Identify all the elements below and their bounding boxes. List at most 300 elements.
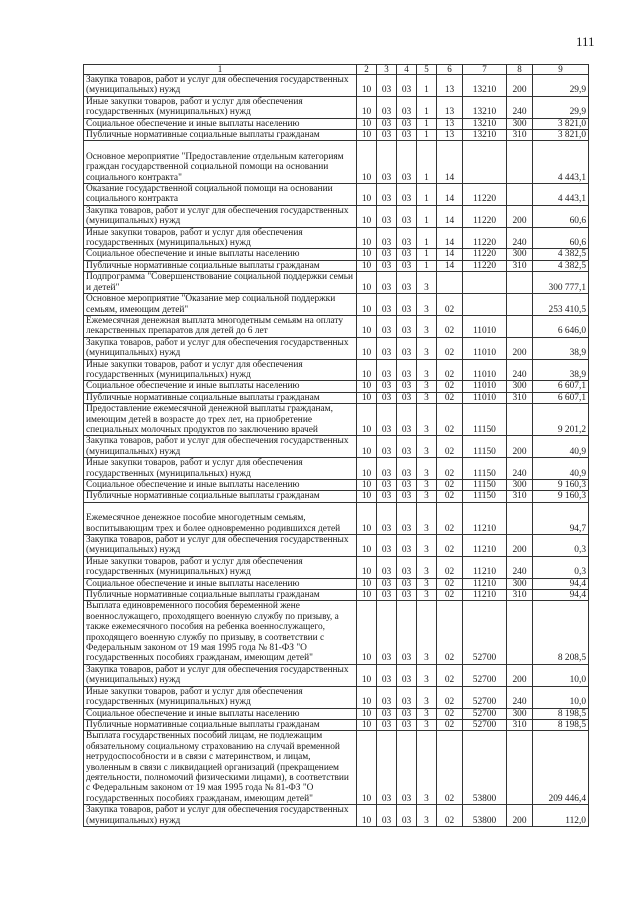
row-amount: 4 443,1: [533, 184, 589, 206]
table-row: [84, 664, 589, 686]
row-code-2: 10: [357, 260, 377, 271]
row-name: Закупка товаров, работ и услуг для обеспечения государственных (муниципальных) нужд: [84, 75, 357, 97]
table-row: [84, 805, 589, 827]
row-code-4: 03: [397, 260, 417, 271]
row-code-4: 03: [397, 491, 417, 502]
row-name: Иные закупки товаров, работ и услуг для обеспечения государственных (муниципальных) нужд: [84, 227, 357, 249]
row-code-3: 03: [377, 719, 397, 730]
row-code-2: 10: [357, 392, 377, 403]
row-code-3: 03: [377, 205, 397, 227]
row-code-8: 300: [507, 480, 533, 491]
row-code-5: 1: [417, 260, 437, 271]
row-name: Закупка товаров, работ и услуг для обеспечения государственных (муниципальных) нужд: [84, 337, 357, 359]
row-code-8: 300: [507, 381, 533, 392]
row-code-4: 03: [397, 686, 417, 708]
row-code-6: 02: [437, 359, 463, 381]
row-code-4: 03: [397, 480, 417, 491]
row-code-2: 10: [357, 359, 377, 381]
table-row: [84, 578, 589, 589]
row-code-7: 13210: [463, 118, 507, 129]
row-code-3: 03: [377, 502, 397, 534]
row-code-6: 02: [437, 480, 463, 491]
row-code-2: 10: [357, 502, 377, 534]
row-name: Социальное обеспечение и иные выплаты населению: [84, 118, 357, 129]
row-code-4: 03: [397, 708, 417, 719]
row-amount: 8 208,5: [533, 601, 589, 664]
row-code-4: 03: [397, 535, 417, 557]
row-code-3: 03: [377, 708, 397, 719]
table-row: [84, 184, 589, 206]
row-code-2: 10: [357, 337, 377, 359]
row-code-2: 10: [357, 249, 377, 260]
row-code-6: 02: [437, 664, 463, 686]
row-code-2: 10: [357, 731, 377, 805]
row-code-7: 13210: [463, 130, 507, 141]
row-name: Закупка товаров, работ и услуг для обеспечения государственных (муниципальных) нужд: [84, 205, 357, 227]
row-code-3: 03: [377, 75, 397, 97]
column-header: 9: [533, 65, 589, 75]
row-name: Выплата государственных пособий лицам, не подлежащим обязательному социальному страхованию на случай временной нетрудоспособности и в связи с материнством, и лицам, уволенным в связи с ликвидацией организаций (прекращением деятельности, полномочий физическими лицами), в соответствии с Федеральным законом от 19 мая 1995 года № 81-ФЗ "О государственных пособиях гражданам, имеющим детей": [84, 731, 357, 805]
row-name: Иные закупки товаров, работ и услуг для обеспечения государственных (муниципальных) нужд: [84, 359, 357, 381]
table-row: [84, 249, 589, 260]
table-row: [84, 601, 589, 664]
row-code-7: 13210: [463, 75, 507, 97]
table-row: [84, 260, 589, 271]
row-code-5: 1: [417, 75, 437, 97]
row-code-2: 10: [357, 480, 377, 491]
row-code-2: 10: [357, 205, 377, 227]
row-amount: 60,6: [533, 205, 589, 227]
row-amount: 0,3: [533, 535, 589, 557]
row-code-5: 3: [417, 491, 437, 502]
table-row: [84, 491, 589, 502]
row-code-6: 02: [437, 708, 463, 719]
row-code-8: 200: [507, 664, 533, 686]
row-code-2: 10: [357, 436, 377, 458]
row-code-4: 03: [397, 731, 417, 805]
row-code-2: 10: [357, 805, 377, 827]
row-code-4: 03: [397, 75, 417, 97]
row-name: Иные закупки товаров, работ и услуг для обеспечения государственных (муниципальных) нужд: [84, 556, 357, 578]
row-code-7: 11220: [463, 260, 507, 271]
row-code-7: 11210: [463, 502, 507, 534]
row-code-6: 02: [437, 315, 463, 337]
row-code-4: 03: [397, 184, 417, 206]
row-code-5: 3: [417, 272, 437, 294]
row-name: Ежемесячное денежное пособие многодетным семьям, воспитывающим трех и более одновременно родившихся детей: [84, 502, 357, 534]
table-body: [84, 75, 589, 827]
row-code-8: 200: [507, 75, 533, 97]
row-code-2: 10: [357, 535, 377, 557]
row-code-8: 300: [507, 118, 533, 129]
column-header: 6: [437, 65, 463, 75]
row-code-2: 10: [357, 719, 377, 730]
row-amount: 40,9: [533, 436, 589, 458]
row-code-6: 02: [437, 578, 463, 589]
row-code-8: [507, 404, 533, 436]
row-amount: 112,0: [533, 805, 589, 827]
table-row: [84, 590, 589, 601]
row-amount: 29,9: [533, 75, 589, 97]
row-code-4: 03: [397, 578, 417, 589]
row-code-7: 52700: [463, 686, 507, 708]
row-code-6: 02: [437, 590, 463, 601]
row-code-4: 03: [397, 590, 417, 601]
row-code-8: [507, 731, 533, 805]
row-code-8: 240: [507, 458, 533, 480]
row-code-5: 1: [417, 118, 437, 129]
table-row: [84, 686, 589, 708]
table-row: [84, 436, 589, 458]
row-code-7: 11150: [463, 458, 507, 480]
row-code-7: 11010: [463, 392, 507, 403]
row-code-5: 3: [417, 719, 437, 730]
row-amount: 9 160,3: [533, 480, 589, 491]
row-amount: 6 607,1: [533, 381, 589, 392]
row-code-7: 11150: [463, 491, 507, 502]
row-code-2: 10: [357, 75, 377, 97]
row-code-3: 03: [377, 260, 397, 271]
row-code-3: 03: [377, 315, 397, 337]
row-code-5: 1: [417, 249, 437, 260]
row-name: Иные закупки товаров, работ и услуг для обеспечения государственных (муниципальных) нужд: [84, 686, 357, 708]
row-code-8: 240: [507, 227, 533, 249]
row-name: Публичные нормативные социальные выплаты гражданам: [84, 719, 357, 730]
row-amount: 4 443,1: [533, 141, 589, 184]
row-code-4: 03: [397, 805, 417, 827]
row-name: Предоставление ежемесячной денежной выплаты гражданам, имеющим детей в возрасте до трех лет, на приобретение специальных молочных продуктов по заключению врачей: [84, 404, 357, 436]
row-code-6: 14: [437, 184, 463, 206]
row-amount: 0,3: [533, 556, 589, 578]
row-amount: 60,6: [533, 227, 589, 249]
row-amount: 9 201,2: [533, 404, 589, 436]
row-code-2: 10: [357, 404, 377, 436]
row-code-4: 03: [397, 664, 417, 686]
row-name: Социальное обеспечение и иные выплаты населению: [84, 708, 357, 719]
row-code-2: 10: [357, 184, 377, 206]
table-row: [84, 381, 589, 392]
row-amount: 4 382,5: [533, 260, 589, 271]
row-code-4: 03: [397, 392, 417, 403]
row-code-3: 03: [377, 535, 397, 557]
row-code-7: 11150: [463, 480, 507, 491]
column-header: 1: [84, 65, 357, 75]
row-code-6: 02: [437, 491, 463, 502]
row-code-8: 300: [507, 578, 533, 589]
row-amount: 8 198,5: [533, 719, 589, 730]
row-code-7: 52700: [463, 601, 507, 664]
row-code-7: [463, 272, 507, 294]
row-code-3: 03: [377, 731, 397, 805]
row-code-8: 240: [507, 556, 533, 578]
row-name: Публичные нормативные социальные выплаты гражданам: [84, 590, 357, 601]
row-code-4: 03: [397, 227, 417, 249]
row-amount: 94,7: [533, 502, 589, 534]
row-amount: 10,0: [533, 664, 589, 686]
row-code-4: 03: [397, 249, 417, 260]
row-amount: 6 646,0: [533, 315, 589, 337]
row-code-5: 3: [417, 337, 437, 359]
row-code-7: 52700: [463, 708, 507, 719]
row-code-8: 240: [507, 359, 533, 381]
row-code-5: 1: [417, 141, 437, 184]
row-code-7: 11010: [463, 315, 507, 337]
row-code-3: 03: [377, 184, 397, 206]
row-code-5: 1: [417, 205, 437, 227]
row-code-6: 02: [437, 404, 463, 436]
table-row: [84, 118, 589, 129]
table-row: [84, 480, 589, 491]
row-code-3: 03: [377, 130, 397, 141]
row-amount: 253 410,5: [533, 294, 589, 316]
row-code-5: 3: [417, 436, 437, 458]
table-row: [84, 75, 589, 97]
row-code-8: 310: [507, 590, 533, 601]
row-amount: 9 160,3: [533, 491, 589, 502]
row-code-3: 03: [377, 272, 397, 294]
row-code-7: 11220: [463, 227, 507, 249]
row-code-8: [507, 272, 533, 294]
row-code-2: 10: [357, 686, 377, 708]
row-code-4: 03: [397, 141, 417, 184]
row-code-4: 03: [397, 315, 417, 337]
row-code-2: 10: [357, 294, 377, 316]
row-code-4: 03: [397, 458, 417, 480]
row-code-5: 1: [417, 227, 437, 249]
row-name: Социальное обеспечение и иные выплаты населению: [84, 578, 357, 589]
table-row: [84, 272, 589, 294]
column-header: 7: [463, 65, 507, 75]
row-code-2: 10: [357, 556, 377, 578]
row-code-2: 10: [357, 708, 377, 719]
row-code-2: 10: [357, 590, 377, 601]
row-code-3: 03: [377, 404, 397, 436]
row-amount: 40,9: [533, 458, 589, 480]
row-code-2: 10: [357, 118, 377, 129]
row-code-6: 13: [437, 130, 463, 141]
row-name: Выплата единовременного пособия беременной жене военнослужащего, проходящего военную службу по призыву, а также ежемесячного пособия на ребенка военнослужащего, проходящего военную службу по призыву, в соответствии с Федеральным законом от 19 мая 1995 года № 81-ФЗ "О государственных пособиях гражданам, имеющим детей": [84, 601, 357, 664]
row-amount: 3 821,0: [533, 118, 589, 129]
row-code-5: 3: [417, 578, 437, 589]
row-code-8: [507, 601, 533, 664]
table-row: [84, 502, 589, 534]
row-code-2: 10: [357, 381, 377, 392]
page-number: 111: [576, 34, 595, 49]
row-code-2: 10: [357, 315, 377, 337]
row-code-4: 03: [397, 294, 417, 316]
row-code-3: 03: [377, 436, 397, 458]
row-code-6: 02: [437, 381, 463, 392]
table-row: [84, 141, 589, 184]
row-code-4: 03: [397, 502, 417, 534]
row-code-8: 200: [507, 205, 533, 227]
row-code-2: 10: [357, 578, 377, 589]
row-code-4: 03: [397, 118, 417, 129]
row-code-6: 02: [437, 601, 463, 664]
row-code-6: 14: [437, 249, 463, 260]
row-code-3: 03: [377, 686, 397, 708]
row-code-8: 200: [507, 535, 533, 557]
row-code-3: 03: [377, 664, 397, 686]
row-code-3: 03: [377, 480, 397, 491]
row-code-3: 03: [377, 556, 397, 578]
column-header: 4: [397, 65, 417, 75]
row-code-3: 03: [377, 141, 397, 184]
row-code-6: 13: [437, 96, 463, 118]
row-code-8: [507, 184, 533, 206]
row-code-4: 03: [397, 272, 417, 294]
row-amount: 4 382,5: [533, 249, 589, 260]
row-code-6: 14: [437, 260, 463, 271]
row-code-5: 3: [417, 480, 437, 491]
row-code-6: 02: [437, 436, 463, 458]
row-code-3: 03: [377, 227, 397, 249]
row-code-6: 02: [437, 805, 463, 827]
table-row: [84, 535, 589, 557]
row-code-8: 300: [507, 708, 533, 719]
row-code-4: 03: [397, 337, 417, 359]
row-code-2: 10: [357, 130, 377, 141]
row-code-4: 03: [397, 130, 417, 141]
row-code-5: 3: [417, 664, 437, 686]
row-code-5: 3: [417, 502, 437, 534]
row-code-7: 11150: [463, 436, 507, 458]
row-code-5: 3: [417, 590, 437, 601]
row-code-3: 03: [377, 601, 397, 664]
row-code-3: 03: [377, 392, 397, 403]
row-code-2: 10: [357, 96, 377, 118]
row-name: Социальное обеспечение и иные выплаты населению: [84, 249, 357, 260]
row-name: Публичные нормативные социальные выплаты гражданам: [84, 491, 357, 502]
row-code-8: 200: [507, 805, 533, 827]
row-code-5: 3: [417, 805, 437, 827]
row-amount: 94,4: [533, 590, 589, 601]
row-code-6: 13: [437, 75, 463, 97]
row-code-2: 10: [357, 141, 377, 184]
row-code-8: 200: [507, 337, 533, 359]
row-name: Публичные нормативные социальные выплаты гражданам: [84, 392, 357, 403]
row-code-6: 02: [437, 686, 463, 708]
row-code-7: 52700: [463, 664, 507, 686]
row-code-4: 03: [397, 436, 417, 458]
row-code-7: 11210: [463, 556, 507, 578]
row-code-3: 03: [377, 96, 397, 118]
row-code-6: 13: [437, 118, 463, 129]
row-name: Иные закупки товаров, работ и услуг для обеспечения государственных (муниципальных) нужд: [84, 458, 357, 480]
row-code-8: [507, 294, 533, 316]
row-code-7: 11010: [463, 359, 507, 381]
row-code-8: 310: [507, 719, 533, 730]
row-code-4: 03: [397, 359, 417, 381]
table-header-row: [84, 65, 589, 75]
row-code-7: [463, 294, 507, 316]
row-code-7: 11010: [463, 337, 507, 359]
row-amount: 8 198,5: [533, 708, 589, 719]
row-name: Иные закупки товаров, работ и услуг для обеспечения государственных (муниципальных) нужд: [84, 96, 357, 118]
row-code-5: 1: [417, 184, 437, 206]
row-code-4: 03: [397, 381, 417, 392]
row-code-8: 240: [507, 96, 533, 118]
row-code-4: 03: [397, 205, 417, 227]
row-code-2: 10: [357, 601, 377, 664]
budget-table: [83, 64, 589, 827]
row-code-7: 53800: [463, 805, 507, 827]
row-code-6: 02: [437, 535, 463, 557]
table-row: [84, 708, 589, 719]
row-code-5: 3: [417, 404, 437, 436]
row-code-5: 3: [417, 601, 437, 664]
row-code-6: 02: [437, 458, 463, 480]
row-code-3: 03: [377, 381, 397, 392]
table-row: [84, 227, 589, 249]
row-name: Социальное обеспечение и иные выплаты населению: [84, 480, 357, 491]
row-code-5: 3: [417, 708, 437, 719]
row-code-5: 3: [417, 458, 437, 480]
row-code-8: [507, 141, 533, 184]
row-name: Закупка товаров, работ и услуг для обеспечения государственных (муниципальных) нужд: [84, 664, 357, 686]
row-code-2: 10: [357, 227, 377, 249]
row-amount: 94,4: [533, 578, 589, 589]
row-code-8: 310: [507, 392, 533, 403]
table-row: [84, 205, 589, 227]
row-amount: 3 821,0: [533, 130, 589, 141]
row-code-5: 3: [417, 556, 437, 578]
row-code-4: 03: [397, 556, 417, 578]
row-code-7: 13210: [463, 96, 507, 118]
row-code-8: [507, 502, 533, 534]
row-code-2: 10: [357, 491, 377, 502]
row-name: Закупка товаров, работ и услуг для обеспечения государственных (муниципальных) нужд: [84, 436, 357, 458]
row-code-5: 1: [417, 130, 437, 141]
row-code-6: 14: [437, 205, 463, 227]
table-row: [84, 96, 589, 118]
row-code-3: 03: [377, 578, 397, 589]
row-code-7: 11220: [463, 205, 507, 227]
row-code-5: 3: [417, 381, 437, 392]
row-code-3: 03: [377, 337, 397, 359]
row-name: Основное мероприятие "Предоставление отдельным категориям граждан государственной социальной помощи на основании социального контракта": [84, 141, 357, 184]
row-name: Ежемесячная денежная выплата многодетным семьям на оплату лекарственных препаратов для детей до 6 лет: [84, 315, 357, 337]
row-code-5: 3: [417, 315, 437, 337]
row-code-3: 03: [377, 249, 397, 260]
row-code-3: 03: [377, 458, 397, 480]
row-amount: 6 607,1: [533, 392, 589, 403]
row-code-7: 11150: [463, 404, 507, 436]
row-code-7: 11210: [463, 590, 507, 601]
row-code-3: 03: [377, 118, 397, 129]
row-code-8: 310: [507, 260, 533, 271]
row-code-8: 310: [507, 130, 533, 141]
row-code-7: 52700: [463, 719, 507, 730]
row-code-4: 03: [397, 96, 417, 118]
row-code-6: 02: [437, 392, 463, 403]
table-row: [84, 556, 589, 578]
row-name: Подпрограмма "Совершенствование социальной поддержки семьи и детей": [84, 272, 357, 294]
row-code-3: 03: [377, 805, 397, 827]
row-code-6: 02: [437, 731, 463, 805]
row-code-8: [507, 315, 533, 337]
row-name: Социальное обеспечение и иные выплаты населению: [84, 381, 357, 392]
row-code-5: 3: [417, 731, 437, 805]
row-code-4: 03: [397, 404, 417, 436]
table-row: [84, 731, 589, 805]
table-row: [84, 404, 589, 436]
row-name: Закупка товаров, работ и услуг для обеспечения государственных (муниципальных) нужд: [84, 805, 357, 827]
table-row: [84, 130, 589, 141]
table-row: [84, 294, 589, 316]
column-header: 2: [357, 65, 377, 75]
row-code-3: 03: [377, 590, 397, 601]
